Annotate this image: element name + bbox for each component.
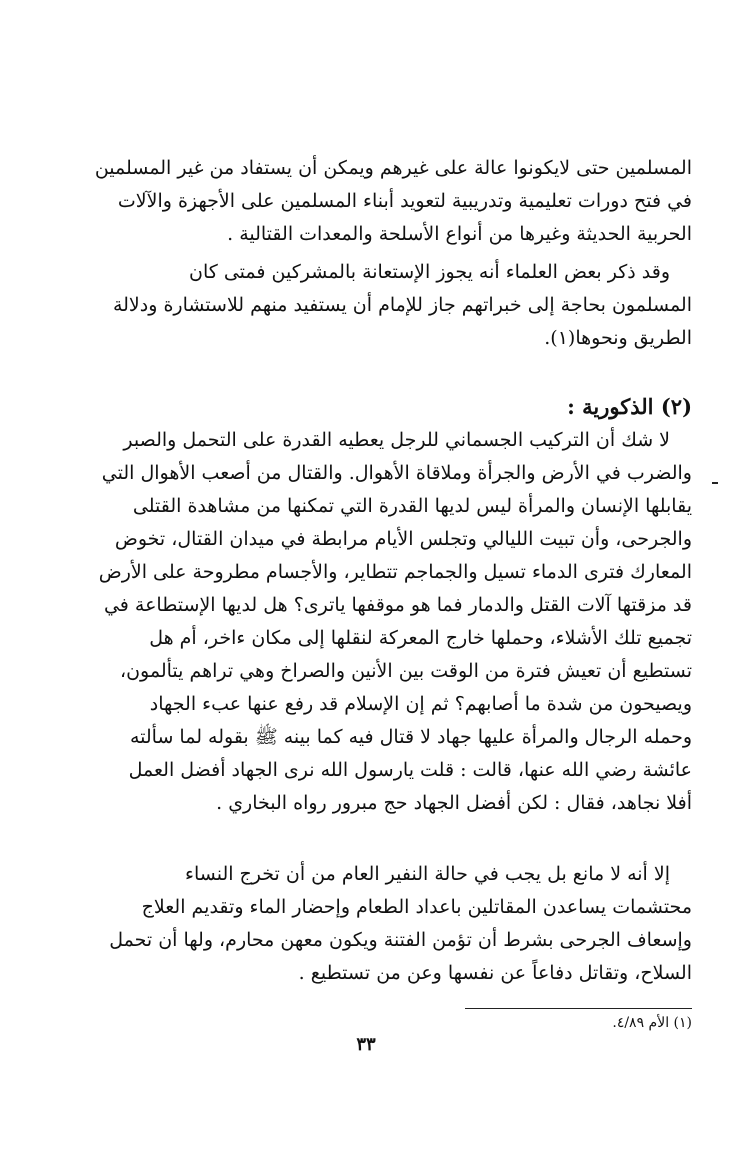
margin-mark bbox=[712, 482, 718, 484]
text-line: في فتح دورات تعليمية وتدريبية لتعويد أبناء المسلمين على الأجهزة والآلات bbox=[117, 190, 692, 212]
text-line: وإسعاف الجرحى بشرط أن تؤمن الفتنة ويكون معهن محارم، ولها أن تحمل bbox=[109, 929, 692, 951]
page-number: ٣٣ bbox=[356, 1034, 376, 1055]
text-line: الطريق ونحوها(١). bbox=[544, 327, 692, 349]
text-line: المعارك فترى الدماء تسيل والجماجم تتطاير، والأجسام مطروحة على الأرض bbox=[98, 561, 692, 583]
paragraph-3 bbox=[40, 424, 692, 820]
text-line: إلا أنه لا مانع بل يجب في حالة النفير العام من أن تخرج النساء bbox=[185, 863, 670, 885]
text-line: السلاح، وتقاتل دفاعاً عن نفسها وعن من تستطيع . bbox=[298, 962, 692, 984]
paragraph-1 bbox=[40, 152, 692, 251]
text-line: تستطيع أن تعيش فترة من الوقت بين الأنين والصراخ وهي تراهم يتألمون، bbox=[119, 660, 692, 682]
text-line: وقد ذكر بعض العلماء أنه يجوز الإستعانة بالمشركين فمتى كان bbox=[189, 261, 670, 283]
text-line: أفلا نجاهد، فقال : لكن أفضل الجهاد حج مبرور رواه البخاري . bbox=[216, 792, 692, 814]
text-line: تجميع تلك الأشلاء، وحملها خارج المعركة لنقلها إلى مكان ءاخر، أم هل bbox=[149, 627, 692, 649]
footnote: (١) الأم ٤/٨٩. bbox=[612, 1015, 692, 1031]
paragraph-2 bbox=[40, 256, 692, 355]
footnote-separator bbox=[465, 1008, 692, 1009]
text-line: الحربية الحديثة وغيرها من أنواع الأسلحة والمعدات القتالية . bbox=[227, 223, 692, 245]
text-line: لا شك أن التركيب الجسماني للرجل يعطيه القدرة على التحمل والصبر bbox=[123, 429, 670, 451]
text-line: محتشمات يساعدن المقاتلين باعداد الطعام وإحضار الماء وتقديم العلاج bbox=[141, 896, 692, 918]
text-line: المسلمون بحاجة إلى خبراتهم جاز للإمام أن يستفيد منهم للاستشارة ودلالة bbox=[112, 294, 692, 316]
section-heading: (٢) الذكورية : bbox=[567, 394, 692, 419]
text-line: وحمله الرجال والمرأة عليها جهاد لا قتال فيه كما بينه ﷺ بقوله لما سألته bbox=[129, 726, 692, 748]
text-line: يقابلها الإنسان والمرأة ليس لديها القدرة التي تمكنها من مشاهدة القتلى bbox=[132, 495, 692, 517]
paragraph-4 bbox=[40, 858, 692, 990]
text-line: عائشة رضي الله عنها، قالت : قلت يارسول الله نرى الجهاد أفضل العمل bbox=[128, 759, 692, 781]
text-line: والجرحى، وأن تبيت الليالي وتجلس الأيام مرابطة في ميدان القتال، تخوض bbox=[114, 528, 692, 550]
text-line: المسلمين حتى لايكونوا عالة على غيرهم ويمكن أن يستفاد من غير المسلمين bbox=[94, 157, 692, 179]
text-line: قد مزقتها آلات القتل والدمار فما هو موقفها ياترى؟ هل لديها الإستطاعة في bbox=[103, 594, 692, 616]
text-line: والضرب في الأرض والجرأة وملاقاة الأهوال. والقتال من أصعب الأهوال التي bbox=[101, 462, 692, 484]
text-line: ويصيحون من شدة ما أصابهم؟ ثم إن الإسلام قد رفع عنها عبء الجهاد bbox=[149, 693, 692, 715]
